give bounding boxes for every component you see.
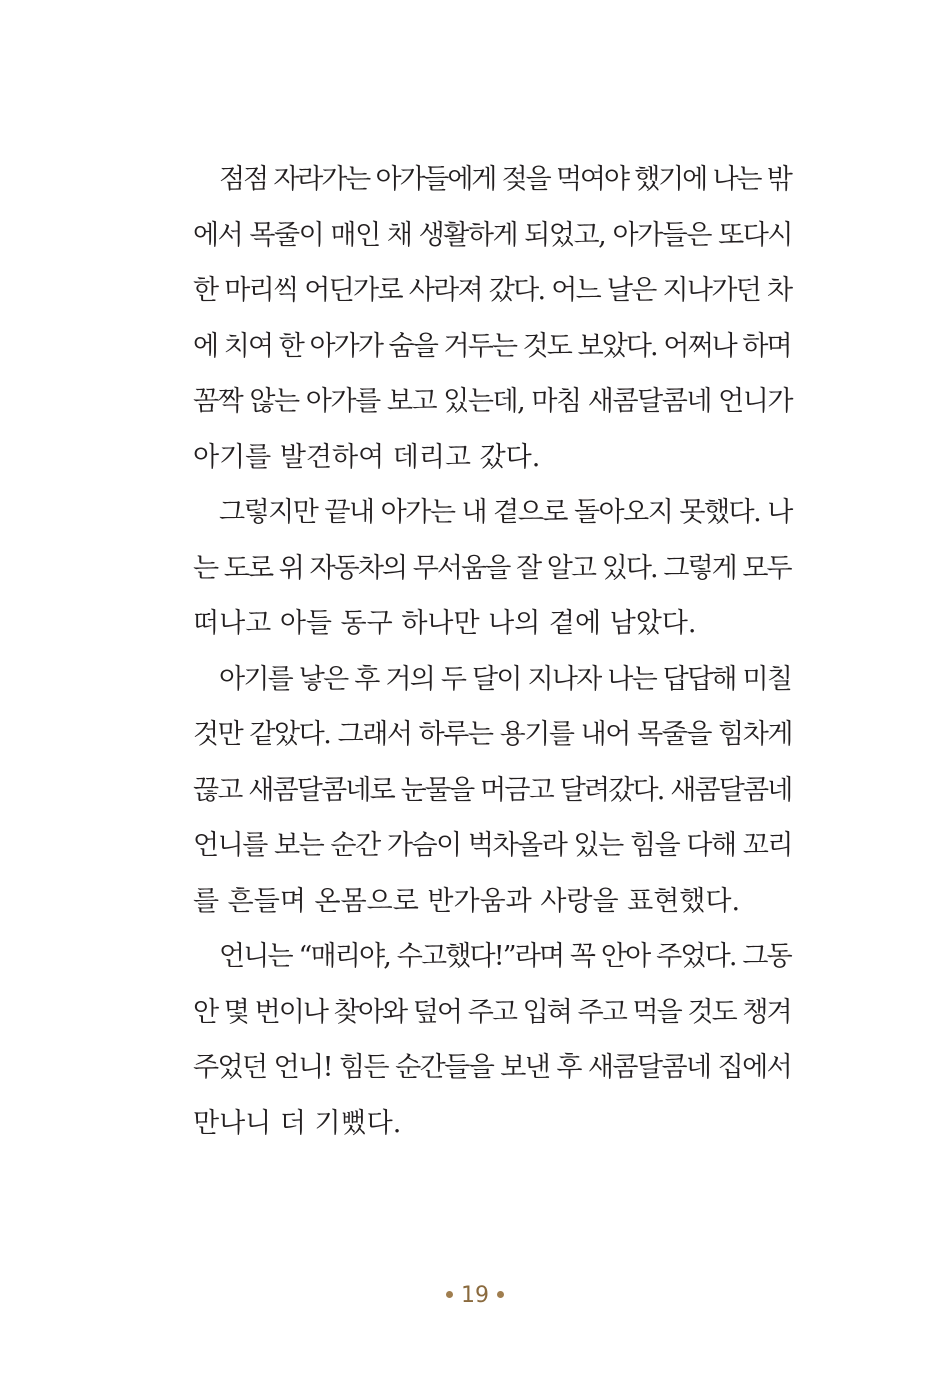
text-line: 꼼짝 않는 아가를 보고 있는데, 마침 새콤달콤네 언니가 bbox=[193, 386, 793, 417]
text-line: 는 도로 위 자동차의 무서움을 잘 알고 있다. 그렇게 모두 bbox=[193, 552, 791, 584]
text-line: 주었던 언니! 힘든 순간들을 보낸 후 새콤달콤네 집에서 bbox=[193, 1052, 792, 1083]
text-line: 만나니 더 기뻤다. bbox=[193, 1107, 402, 1139]
text-line: 것만 같았다. 그래서 하루는 용기를 내어 목줄을 힘차게 bbox=[193, 719, 793, 750]
bullet-dot-icon bbox=[497, 1291, 504, 1298]
text-line: 한 마리씩 어딘가로 사라져 갔다. 어느 날은 지나가던 차 bbox=[193, 275, 792, 306]
text-line: 그렇지만 끝내 아가는 내 곁으로 돌아오지 못했다. 나 bbox=[219, 497, 792, 528]
paragraph-4 bbox=[193, 929, 793, 1151]
paragraph-1 bbox=[193, 152, 793, 485]
paragraph-3 bbox=[193, 652, 793, 930]
text-line: 에 치여 한 아가가 숨을 거두는 것도 보았다. 어쩌나 하며 bbox=[193, 330, 791, 362]
text-line: 아기를 낳은 후 거의 두 달이 지나자 나는 답답해 미칠 bbox=[219, 663, 792, 695]
text-line: 언니를 보는 순간 가슴이 벅차올라 있는 힘을 다해 꼬리 bbox=[193, 830, 793, 861]
text-line: 언니는 “매리야, 수고했다!”라며 꼭 안아 주었다. 그동 bbox=[219, 941, 791, 972]
text-line: 에서 목줄이 매인 채 생활하게 되었고, 아가들은 또다시 bbox=[193, 219, 793, 251]
text-line: 점점 자라가는 아가들에게 젖을 먹여야 했기에 나는 밖 bbox=[219, 164, 791, 195]
text-line: 안 몇 번이나 찾아와 덮어 주고 입혀 주고 먹을 것도 챙겨 bbox=[193, 996, 791, 1028]
text-line: 끊고 새콤달콤네로 눈물을 머금고 달려갔다. 새콤달콤네 bbox=[193, 774, 792, 806]
text-line: 아기를 발견하여 데리고 갔다. bbox=[193, 441, 541, 473]
page-number: 19 bbox=[461, 1283, 489, 1308]
text-line: 를 흔들며 온몸으로 반가움과 사랑을 표현했다. bbox=[193, 885, 741, 917]
bullet-dot-icon bbox=[446, 1291, 453, 1298]
page-footer bbox=[0, 1283, 950, 1308]
paragraph-2 bbox=[193, 485, 793, 652]
text-line: 떠나고 아들 동구 하나만 나의 곁에 남았다. bbox=[193, 608, 697, 639]
body-text bbox=[193, 152, 793, 1151]
